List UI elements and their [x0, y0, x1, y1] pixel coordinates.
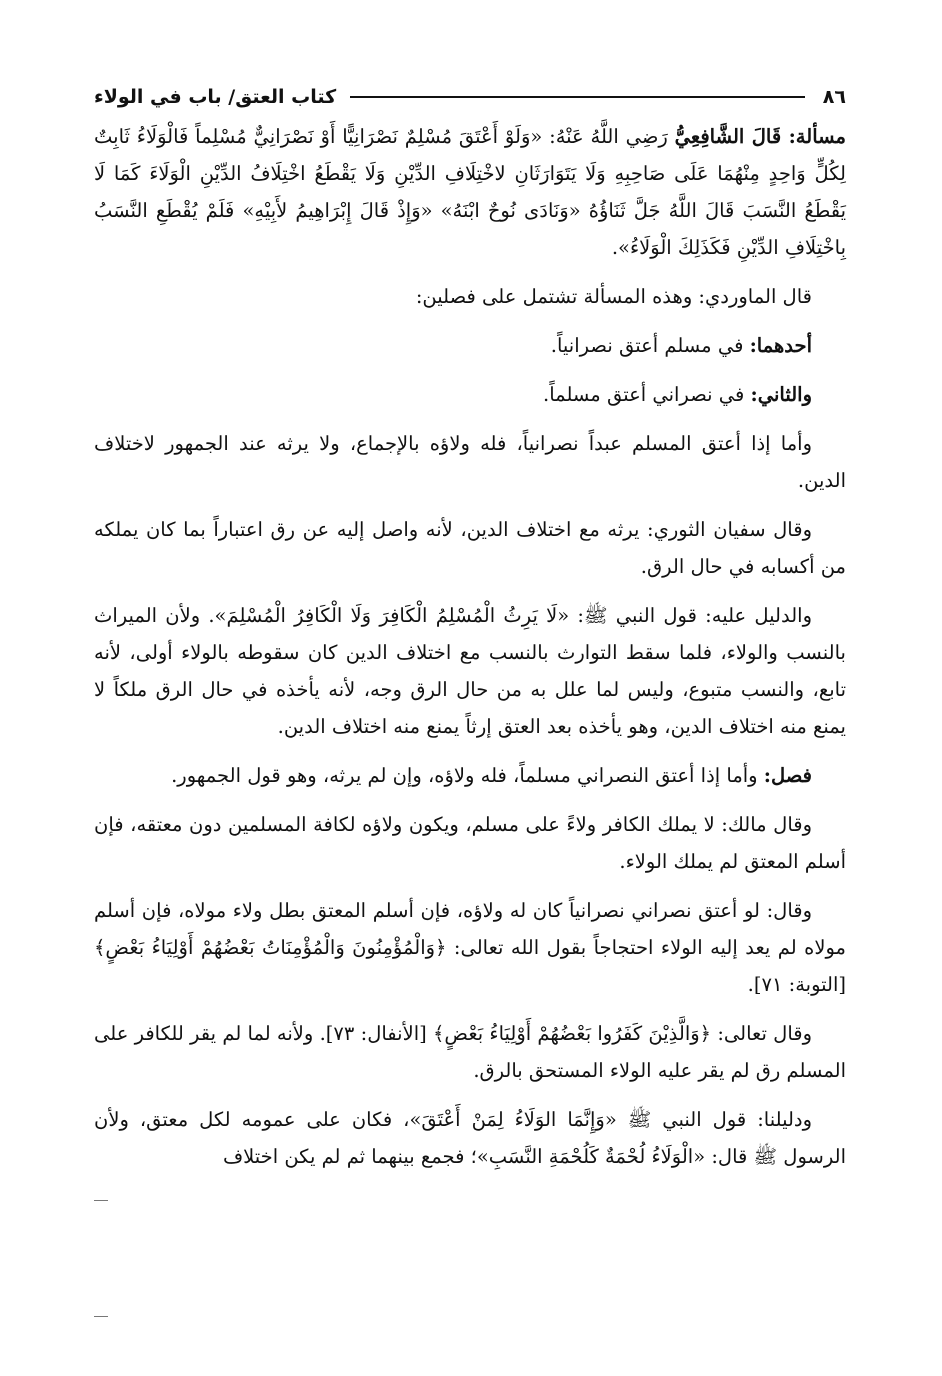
paragraph-p1: [94, 118, 846, 266]
margin-mark: [94, 1316, 108, 1317]
paragraph-text: في نصراني أعتق مسلماً.: [543, 383, 751, 406]
paragraph-text: وقال مالك: لا يملك الكافر ولاءً على مسلم، ويكون ولاؤه لكافة المسلمين دون معتقه، فإن أسلم المعتق لم يملك الولاء.: [94, 813, 846, 873]
paragraph-p3: [94, 327, 846, 364]
paragraph-p10: [94, 892, 846, 1003]
paragraph-text: وقال تعالى: ﴿وَالَّذِيْنَ كَفَرُوا بَعْضُهُمْ أَوْلِيَاءُ بَعْضٍ﴾ [الأنفال: ٧٣]. ولأنه لما لم يقر للكافر على المسلم رق لم يقر عليه الولاء المستحق بالرق.: [94, 1022, 846, 1082]
paragraph-lead: فصل:: [763, 764, 812, 787]
paragraph-p8: [94, 757, 846, 794]
paragraph-lead: مسألة: قَالَ الشَّافِعِيُّ: [674, 125, 846, 148]
paragraph-p12: [94, 1101, 846, 1175]
paragraph-text: والدليل عليه: قول النبي ﷺ: «لَا يَرِثُ الْمُسْلِمُ الْكَافِرَ وَلَا الْكَافِرُ الْمُسْلِمَ». ولأن الميراث بالنسب والولاء، فلما سقط التوارث بالنسب مع اختلاف الدين كان سقوطه بالولاء أولى، لأنه تابع، والنسب متبوع، وليس لما علل به من حال الرق وجه، لأنه يأخذه في حال الرق ملكاً لا يمنع منه اختلاف الدين، وهو يأخذه بعد العتق إرثاً يمنع منه اختلاف الدين.: [94, 604, 846, 738]
paragraph-text: وقال: لو أعتق نصراني نصرانياً كان له ولاؤه، فإن أسلم المعتق بطل ولاء مولاه، فإن أسلم مولاه لم يعد إليه الولاء احتجاجاً بقول الله تعالى: ﴿وَالْمُؤْمِنُونَ وَالْمُؤْمِنَاتُ بَعْضُهُمْ أَوْلِيَاءُ بَعْضٍ﴾ [التوبة: ٧١].: [94, 899, 846, 996]
paragraph-p5: [94, 425, 846, 499]
paragraph-text: وأما إذا أعتق النصراني مسلماً، فله ولاؤه، وإن لم يرثه، وهو قول الجمهور.: [171, 764, 764, 787]
body-text: [94, 118, 846, 1175]
paragraph-p4: [94, 376, 846, 413]
margin-mark: [94, 1200, 108, 1201]
paragraph-p6: [94, 511, 846, 585]
page-number: ٨٦: [822, 86, 846, 108]
paragraph-p9: [94, 806, 846, 880]
paragraph-lead: والثاني:: [750, 383, 812, 406]
paragraph-lead: أحدهما:: [749, 334, 812, 357]
paragraph-p11: [94, 1015, 846, 1089]
paragraph-text: وقال سفيان الثوري: يرثه مع اختلاف الدين، لأنه واصل إليه عن رق اعتباراً بما كان يملكه من أكسابه في حال الرق.: [94, 518, 846, 578]
paragraph-text: وأما إذا أعتق المسلم عبداً نصرانياً، فله ولاؤه بالإجماع، ولا يرثه عند الجمهور لاختلاف الدين.: [94, 432, 846, 492]
paragraph-p2: [94, 278, 846, 315]
page-header: [94, 82, 846, 112]
paragraph-p7: [94, 597, 846, 745]
header-rule: [350, 96, 805, 98]
paragraph-text: رَضِي اللَّهُ عَنْهُ: «وَلَوْ أَعْتَقَ مُسْلِمٌ نَصْرَانِيًّا أَوْ نَصْرَانِيٌّ مُسْلِماً فَالْوَلَاءُ ثَابِتٌ لِكُلٍّ وَاحِدٍ مِنْهُمَا عَلَى صَاحِبِهِ وَلَا يَتَوَارَثَانِ لاخْتِلَافِ الدِّيْنِ وَلَا يَقْطَعُ اخْتِلَافُ الدِّيْنِ الْوَلَاءَ كَمَا لَا يَقْطَعُ النَّسَبَ قَالَ اللَّهُ جَلَّ ثَنَاؤُهُ «وَنَادَى نُوحٌ ابْنَهُ» «وَإِذْ قَالَ إِبْرَاهِيمُ لأَبِيْهِ» فَلَمْ يُقْطَعِ النَّسَبُ بِاخْتِلَافِ الدِّيْنِ فَكَذَلِكَ الْوَلَاءُ».: [94, 125, 846, 259]
paragraph-text: في مسلم أعتق نصرانياً.: [550, 334, 750, 357]
running-title: كتاب العتق/ باب في الولاء: [94, 86, 337, 108]
paragraph-text: ودليلنا: قول النبي ﷺ «وَإِنَّمَا الوَلَاءُ لِمَنْ أَعْتَقَ»، فكان على عمومه لكل معتق، ولأن الرسول ﷺ قال: «الْوَلَاءُ لُحْمَةٌ كَلُحْمَةِ النَّسَبِ»؛ فجمع بينهما ثم لم يكن اختلاف: [94, 1108, 846, 1168]
paragraph-text: قال الماوردي: وهذه المسألة تشتمل على فصلين:: [415, 285, 812, 308]
